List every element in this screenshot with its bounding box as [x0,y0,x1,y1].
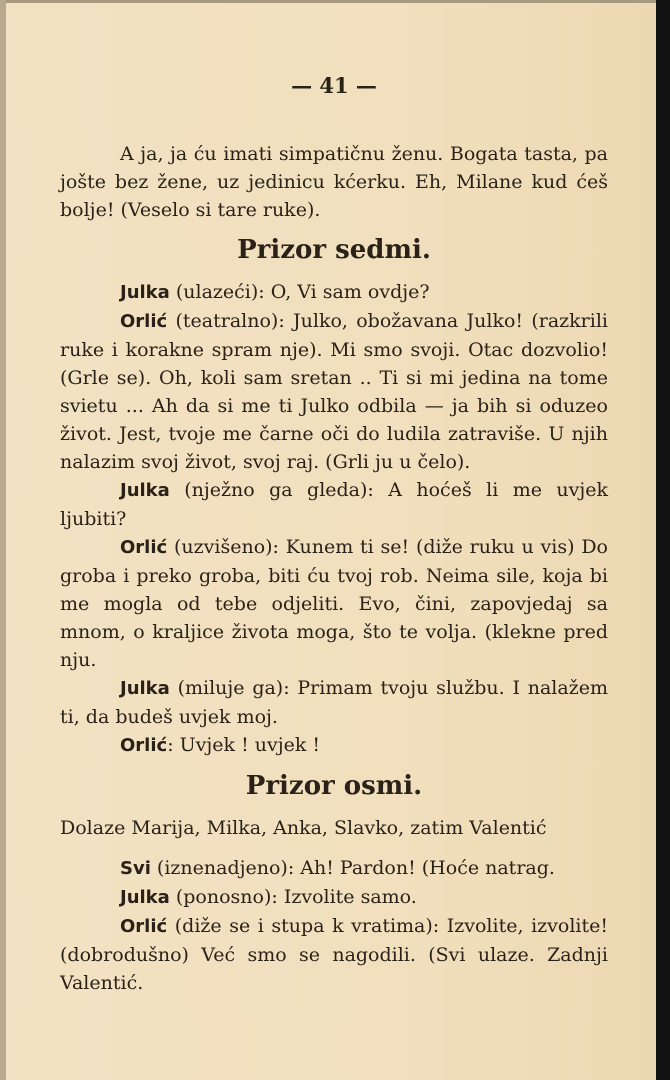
dialogue-line [60,854,608,883]
dialogue-text: (nježno ga gleda): A hoćeš li me uvjek ljubiti? [60,479,608,530]
page-number: — 41 — [291,73,377,98]
dialogue-text: : Uvjek ! uvjek ! [167,734,321,756]
dialogue-text: (diže se i stupa k vratima): Izvolite, izvolite! (dobrodušno) Već smo se nagodili. (Svi ulaze. Zadnji Valentić. [60,915,608,994]
page-content [60,72,608,997]
dialogue-text: (ponosno): Izvolite samo. [169,886,417,908]
dialogue-line [60,533,608,674]
dialogue-text: (iznenadjeno): Ah! Pardon! (Hoće natrag. [150,857,555,879]
dialogue-line [60,883,608,912]
speaker-name: Julka [120,887,170,908]
dialogue-line [60,476,608,533]
page-right-edge [656,0,670,1080]
speaker-name: Orlić [120,735,168,756]
stage-direction: Dolaze Marija, Milka, Anka, Slavko, zatim Valentić [60,817,547,839]
scene-8-title: Prizor osmi. [245,771,423,801]
page-top-edge [0,0,656,3]
page-left-edge [0,0,6,1080]
dialogue-line [60,674,608,731]
opening-paragraph: A ja, ja ću imati simpatičnu ženu. Bogata tasta, pa jošte bez žene, uz jedinicu kćerku. Eh, Milane kud ćeš bolje! (Veselo si tare ruke). [60,143,608,221]
speaker-name: Orlić [120,537,168,558]
speaker-name: Orlić [120,311,168,332]
dialogue-line [60,307,608,476]
speaker-name: Julka [120,480,170,501]
speaker-name: Julka [120,282,170,303]
scene-7-title: Prizor sedmi. [237,235,431,265]
speaker-name: Orlić [120,916,168,937]
dialogue-text: (uzvišeno): Kunem ti se! (diže ruku u vis) Do groba i preko groba, biti ću tvoj rob. Neima sile, koja bi me mogla od tebe odjeliti. Evo, čini, zapovjedaj sa mnom, o kraljice života moga, što te volja. (klekne pred nju. [60,536,608,671]
dialogue-line [60,278,608,307]
dialogue-line [60,731,608,760]
dialogue-text: (miluje ga): Primam tvoju službu. I nalažem ti, da budeš uvjek moj. [60,677,608,728]
dialogue-text: (teatralno): Julko, obožavana Julko! (razkrili ruke i korakne spram nje). Mi smo svoji. Otac dozvolio! (Grle se). Oh, koli sam sretan .. Ti si mi jedina na tome svietu ... Ah da si me ti Julko odbila — ja bih si oduzeo život. Jest, tvoje me čarne oči do ludila zatraviše. U njih nalazim svoj život, svoj raj. (Grli ju u čelo). [60,310,608,473]
dialogue-text: (ulazeći): O, Vi sam ovdje? [169,281,430,303]
dialogue-line [60,912,608,997]
speaker-name: Svi [120,858,151,879]
speaker-name: Julka [120,678,170,699]
